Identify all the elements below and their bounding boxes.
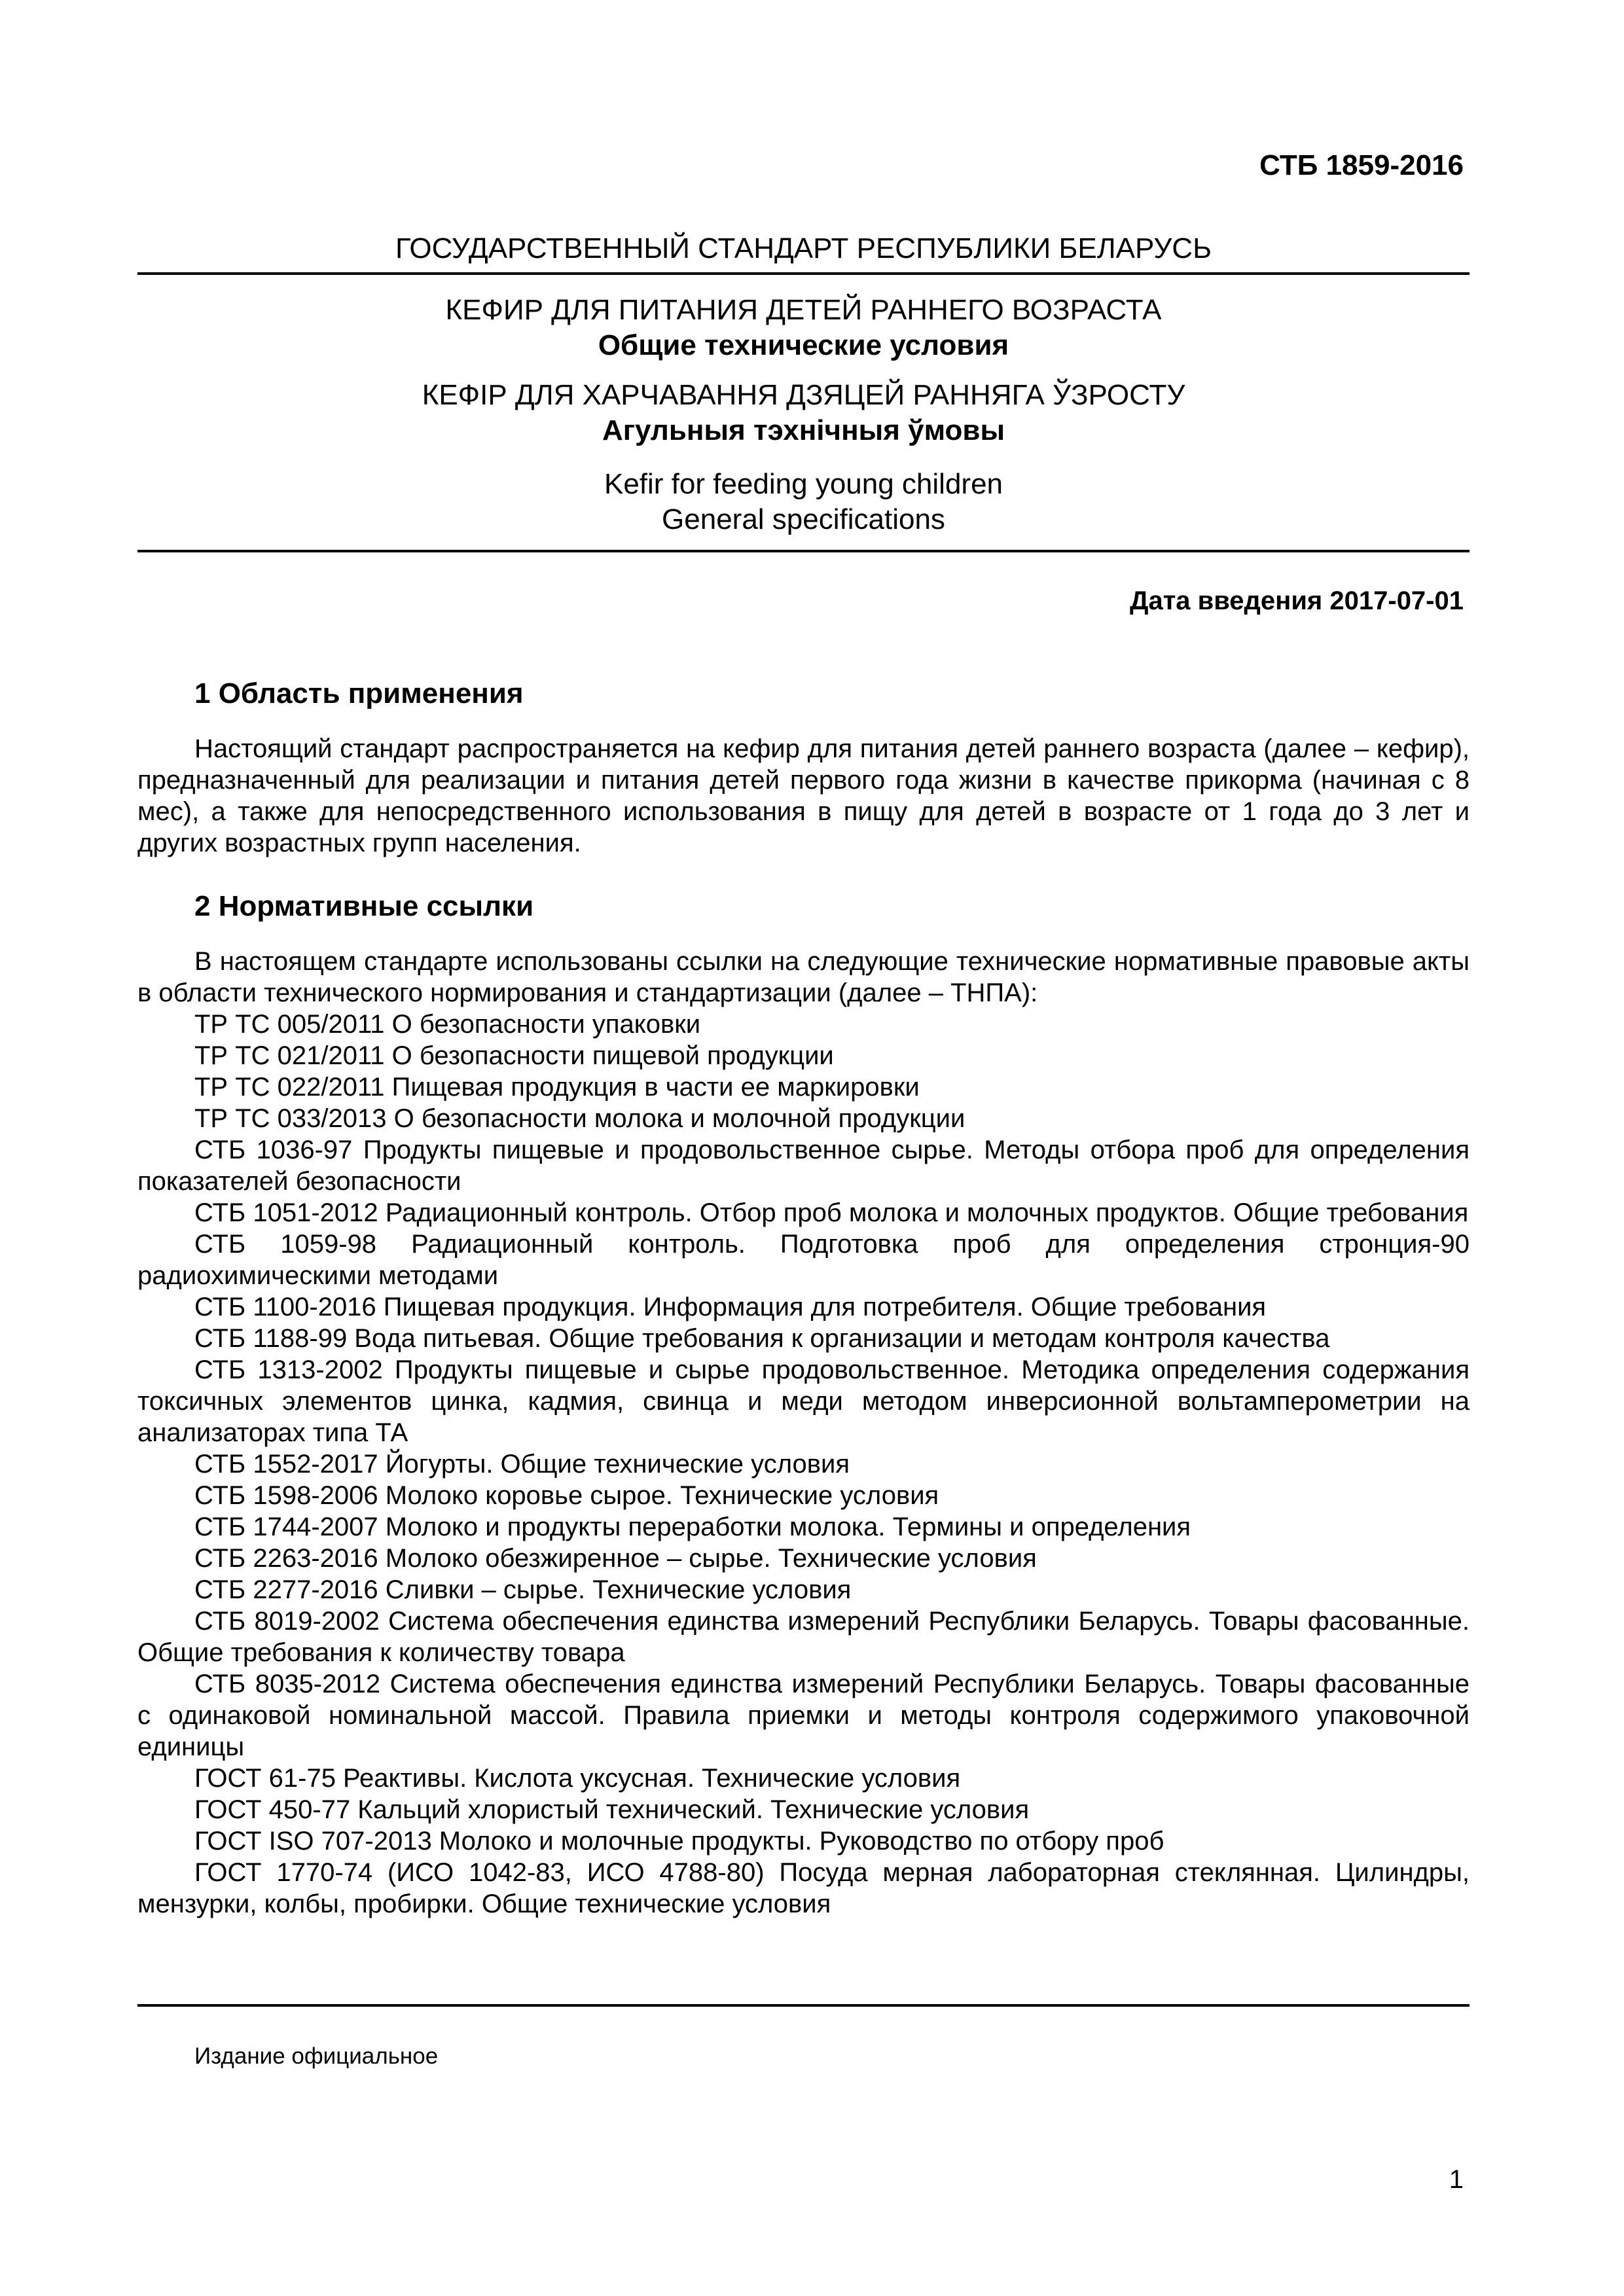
top-divider bbox=[137, 272, 1470, 275]
section-2-heading: 2 Нормативные ссылки bbox=[194, 890, 534, 922]
reference-item: ТР ТС 033/2013 О безопасности молока и молочной продукции bbox=[194, 1104, 965, 1133]
reference-item: ТР ТС 022/2011 Пищевая продукция в части ее маркировки bbox=[194, 1073, 920, 1102]
page-number: 1 bbox=[1449, 2165, 1464, 2194]
references-intro: В настоящем стандарте использованы ссылки на следующие технические нормативные правовые акты в области технического нормирования и стандартизации (далее – ТНПА): bbox=[137, 947, 1470, 1007]
english-subtitle: General specifications bbox=[662, 503, 945, 535]
reference-item: СТБ 1744-2007 Молоко и продукты переработки молока. Термины и определения bbox=[194, 1513, 1191, 1541]
english-title: Kefir for feeding young children bbox=[604, 468, 1003, 500]
title-block-belarusian bbox=[137, 378, 1470, 448]
reference-item: СТБ 8019-2002 Система обеспечения единства измерений Республики Беларусь. Товары фасованные. Общие требования к количеству товара bbox=[137, 1607, 1470, 1667]
title-block-russian bbox=[137, 293, 1470, 363]
belarusian-subtitle: Агульныя тэхнічныя ўмовы bbox=[602, 414, 1005, 446]
reference-item: СТБ 1059-98 Радиационный контроль. Подготовка проб для определения стронция-90 радиохимическими методами bbox=[137, 1230, 1470, 1290]
section-1-heading: 1 Область применения bbox=[194, 677, 524, 709]
reference-item: ГОСТ 1770-74 (ИСО 1042-83, ИСО 4788-80) Посуда мерная лабораторная стеклянная. Цилиндры, мензурки, колбы, пробирки. Общие технические условия bbox=[137, 1858, 1470, 1918]
section-1-text: Настоящий стандарт распространяется на кефир для питания детей раннего возраста (далее – кефир), предназначенный для реализации и питания детей первого года жизни в качестве прикорма (начиная с 8 мес), а также для непосредственного использования в пищу для детей в возрасте от 1 года до 3 лет и других возрастных групп населения. bbox=[137, 734, 1470, 857]
russian-subtitle: Общие технические условия bbox=[598, 329, 1009, 361]
main-title: ГОСУДАРСТВЕННЫЙ СТАНДАРТ РЕСПУБЛИКИ БЕЛАРУСЬ bbox=[395, 232, 1212, 264]
reference-item: ТР ТС 021/2011 О безопасности пищевой продукции bbox=[194, 1041, 834, 1070]
reference-item: СТБ 1552-2017 Йогурты. Общие технические условия bbox=[194, 1450, 850, 1479]
normative-references bbox=[137, 946, 1470, 1920]
reference-item: СТБ 1036-97 Продукты пищевые и продовольственное сырье. Методы отбора проб для определения показателей безопасности bbox=[137, 1136, 1470, 1196]
reference-item: СТБ 1188-99 Вода питьевая. Общие требования к организации и методам контроля качества bbox=[194, 1324, 1330, 1353]
title-block-english bbox=[137, 467, 1470, 537]
reference-item: ГОСТ 61-75 Реактивы. Кислота уксусная. Технические условия bbox=[194, 1764, 961, 1793]
standard-number: СТБ 1859-2016 bbox=[1259, 149, 1464, 181]
reference-item: ГОСТ ISO 707-2013 Молоко и молочные продукты. Руководство по отбору проб bbox=[194, 1827, 1164, 1856]
reference-item: СТБ 1051-2012 Радиационный контроль. Отбор проб молока и молочных продуктов. Общие требования bbox=[194, 1198, 1469, 1227]
reference-item: СТБ 2277-2016 Сливки – сырье. Технические условия bbox=[194, 1575, 852, 1604]
reference-item: СТБ 1598-2006 Молоко коровье сырое. Технические условия bbox=[194, 1481, 939, 1510]
reference-item: СТБ 1313-2002 Продукты пищевые и сырье продовольственное. Методика определения содержания токсичных элементов цинка, кадмия, свинца и меди методом инверсионной вольтамперометрии на анализаторах типа ТА bbox=[137, 1355, 1470, 1447]
reference-item: ТР ТС 005/2011 О безопасности упаковки bbox=[194, 1010, 701, 1039]
introduction-date: Дата введения 2017-07-01 bbox=[1129, 586, 1464, 615]
footer-divider bbox=[137, 2004, 1470, 2007]
reference-item: СТБ 2263-2016 Молоко обезжиренное – сырье. Технические условия bbox=[194, 1544, 1037, 1573]
reference-item: СТБ 1100-2016 Пищевая продукция. Информация для потребителя. Общие требования bbox=[194, 1293, 1267, 1321]
title-bottom-divider bbox=[137, 550, 1470, 552]
russian-title: КЕФИР ДЛЯ ПИТАНИЯ ДЕТЕЙ РАННЕГО ВОЗРАСТА bbox=[445, 294, 1162, 326]
belarusian-title: КЕФІР ДЛЯ ХАРЧАВАННЯ ДЗЯЦЕЙ РАННЯГА ЎЗРОСТУ bbox=[422, 379, 1185, 411]
reference-item: ГОСТ 450-77 Кальций хлористый технический. Технические условия bbox=[194, 1795, 1030, 1824]
edition-note: Издание официальное bbox=[194, 2043, 439, 2069]
reference-item: СТБ 8035-2012 Система обеспечения единства измерений Республики Беларусь. Товары фасованные с одинаковой номинальной массой. Правила приемки и методы контроля содержимого упаковочной единицы bbox=[137, 1670, 1470, 1761]
